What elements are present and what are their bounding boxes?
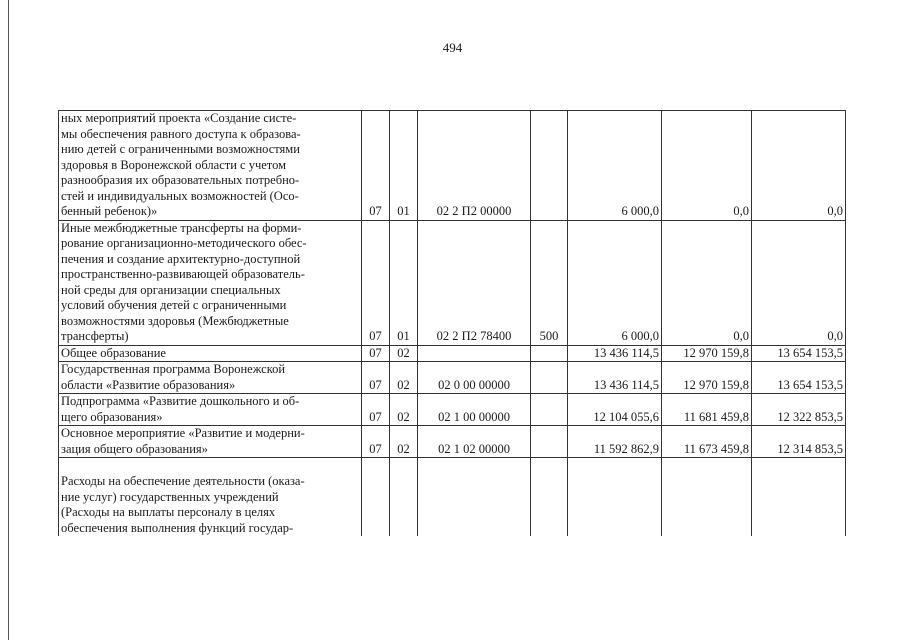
table-row xyxy=(59,458,846,537)
row-name-line: Иные межбюджетные трансферты на форми- xyxy=(61,220,302,235)
amount-year2-cell: 12 970 159,8 xyxy=(662,345,752,362)
table-row xyxy=(59,111,846,221)
row-name-cell xyxy=(59,220,362,345)
amount-year2-cell: 11 681 459,8 xyxy=(662,394,752,426)
row-name-cell xyxy=(59,111,362,221)
row-name-line: области «Развитие образования» xyxy=(61,377,236,392)
row-name-line: ных мероприятий проекта «Создание систе- xyxy=(61,111,297,125)
amount-year1-cell: 12 104 055,6 xyxy=(568,394,662,426)
amount-year3-cell: 0,0 xyxy=(752,220,846,345)
row-name-line: бенный ребенок)» xyxy=(61,204,158,218)
row-name-line: ной среды для организации специальных xyxy=(61,282,281,297)
section-code-cell xyxy=(362,458,390,537)
row-name-line: условий обучения детей с ограниченными xyxy=(61,298,287,312)
row-name-line: мы обеспечения равного доступа к образова- xyxy=(61,126,301,141)
section-code-cell: 07 xyxy=(362,362,390,394)
table-row xyxy=(59,362,846,394)
table-row xyxy=(59,345,846,362)
amount-year3-cell: 12 322 853,5 xyxy=(752,394,846,426)
page-edge-line xyxy=(8,0,9,640)
row-name-line: печения и создание архитектурно-доступной xyxy=(61,251,301,266)
amount-year3-cell: 0,0 xyxy=(752,111,846,221)
row-name-line: ние услуг) государственных учреждений xyxy=(61,489,279,504)
section-code-cell: 07 xyxy=(362,220,390,345)
expense-type-cell: 500 xyxy=(531,220,568,345)
amount-year1-cell: 6 000,0 xyxy=(568,220,662,345)
row-name-line: Общее образование xyxy=(61,345,166,360)
section-code-cell: 07 xyxy=(362,345,390,362)
amount-year1-cell: 6 000,0 xyxy=(568,111,662,221)
subsection-code-cell xyxy=(390,458,418,537)
table-row xyxy=(59,394,846,426)
section-code-cell: 07 xyxy=(362,426,390,458)
target-article-cell: 02 2 П2 78400 xyxy=(418,220,531,345)
row-name-line: (Расходы на выплаты персоналу в целях xyxy=(61,505,276,519)
subsection-code-cell: 02 xyxy=(390,426,418,458)
target-article-cell xyxy=(418,345,531,362)
amount-year2-cell: 0,0 xyxy=(662,220,752,345)
expense-type-cell xyxy=(531,345,568,362)
expense-type-cell xyxy=(531,111,568,221)
page-number: 494 xyxy=(442,40,463,55)
expense-type-cell xyxy=(531,458,568,537)
row-name-line: разнообразия их образовательных потребно- xyxy=(61,173,300,187)
row-name-line: Расходы на обеспечение деятельности (оказа- xyxy=(61,474,305,488)
expense-type-cell xyxy=(531,426,568,458)
amount-year3-cell: 13 654 153,5 xyxy=(752,345,846,362)
target-article-cell: 02 1 02 00000 xyxy=(418,426,531,458)
target-article-cell: 02 1 00 00000 xyxy=(418,394,531,426)
row-name-line: обеспечения выполнения функций государ- xyxy=(61,520,294,535)
row-name-line: Государственная программа Воронежской xyxy=(61,362,286,376)
section-code-cell: 07 xyxy=(362,394,390,426)
row-name-line: трансферты) xyxy=(61,329,129,343)
amount-year3-cell xyxy=(752,458,846,537)
expense-type-cell xyxy=(531,362,568,394)
subsection-code-cell: 01 xyxy=(390,111,418,221)
amount-year2-cell: 12 970 159,8 xyxy=(662,362,752,394)
row-name-line: зация общего образования» xyxy=(61,441,208,456)
row-name-cell xyxy=(59,394,362,426)
row-name-line: Подпрограмма «Развитие дошкольного и об- xyxy=(61,394,300,408)
amount-year1-cell: 13 436 114,5 xyxy=(568,345,662,362)
row-name-line: пространственно-развивающей образователь- xyxy=(61,267,305,281)
target-article-cell: 02 2 П2 00000 xyxy=(418,111,531,221)
table-row xyxy=(59,220,846,345)
row-name-line: Основное мероприятие «Развитие и модерни- xyxy=(61,426,305,440)
amount-year1-cell: 13 436 114,5 xyxy=(568,362,662,394)
row-name-line: стей и индивидуальных возможностей (Осо- xyxy=(61,188,299,203)
row-name-line: возможностями здоровья (Межбюджетные xyxy=(61,313,289,328)
row-name-cell xyxy=(59,426,362,458)
target-article-cell xyxy=(418,458,531,537)
section-code-cell: 07 xyxy=(362,111,390,221)
subsection-code-cell: 02 xyxy=(390,394,418,426)
row-name-line: щего образования» xyxy=(61,409,163,424)
amount-year3-cell: 12 314 853,5 xyxy=(752,426,846,458)
row-name-line: здоровья в Воронежской области с учетом xyxy=(61,157,286,172)
subsection-code-cell: 02 xyxy=(390,345,418,362)
amount-year1-cell: 11 592 862,9 xyxy=(568,426,662,458)
row-name-cell xyxy=(59,345,362,362)
row-name-line: рование организационно-методического обес- xyxy=(61,236,307,250)
subsection-code-cell: 02 xyxy=(390,362,418,394)
row-name-line: нию детей с ограниченными возможностями xyxy=(61,142,300,156)
amount-year3-cell: 13 654 153,5 xyxy=(752,362,846,394)
amount-year2-cell xyxy=(662,458,752,537)
row-name-cell xyxy=(59,458,362,537)
amount-year2-cell: 0,0 xyxy=(662,111,752,221)
amount-year1-cell xyxy=(568,458,662,537)
budget-table xyxy=(58,110,846,536)
row-name-cell xyxy=(59,362,362,394)
amount-year2-cell: 11 673 459,8 xyxy=(662,426,752,458)
subsection-code-cell: 01 xyxy=(390,220,418,345)
target-article-cell: 02 0 00 00000 xyxy=(418,362,531,394)
expense-type-cell xyxy=(531,394,568,426)
table-row xyxy=(59,426,846,458)
